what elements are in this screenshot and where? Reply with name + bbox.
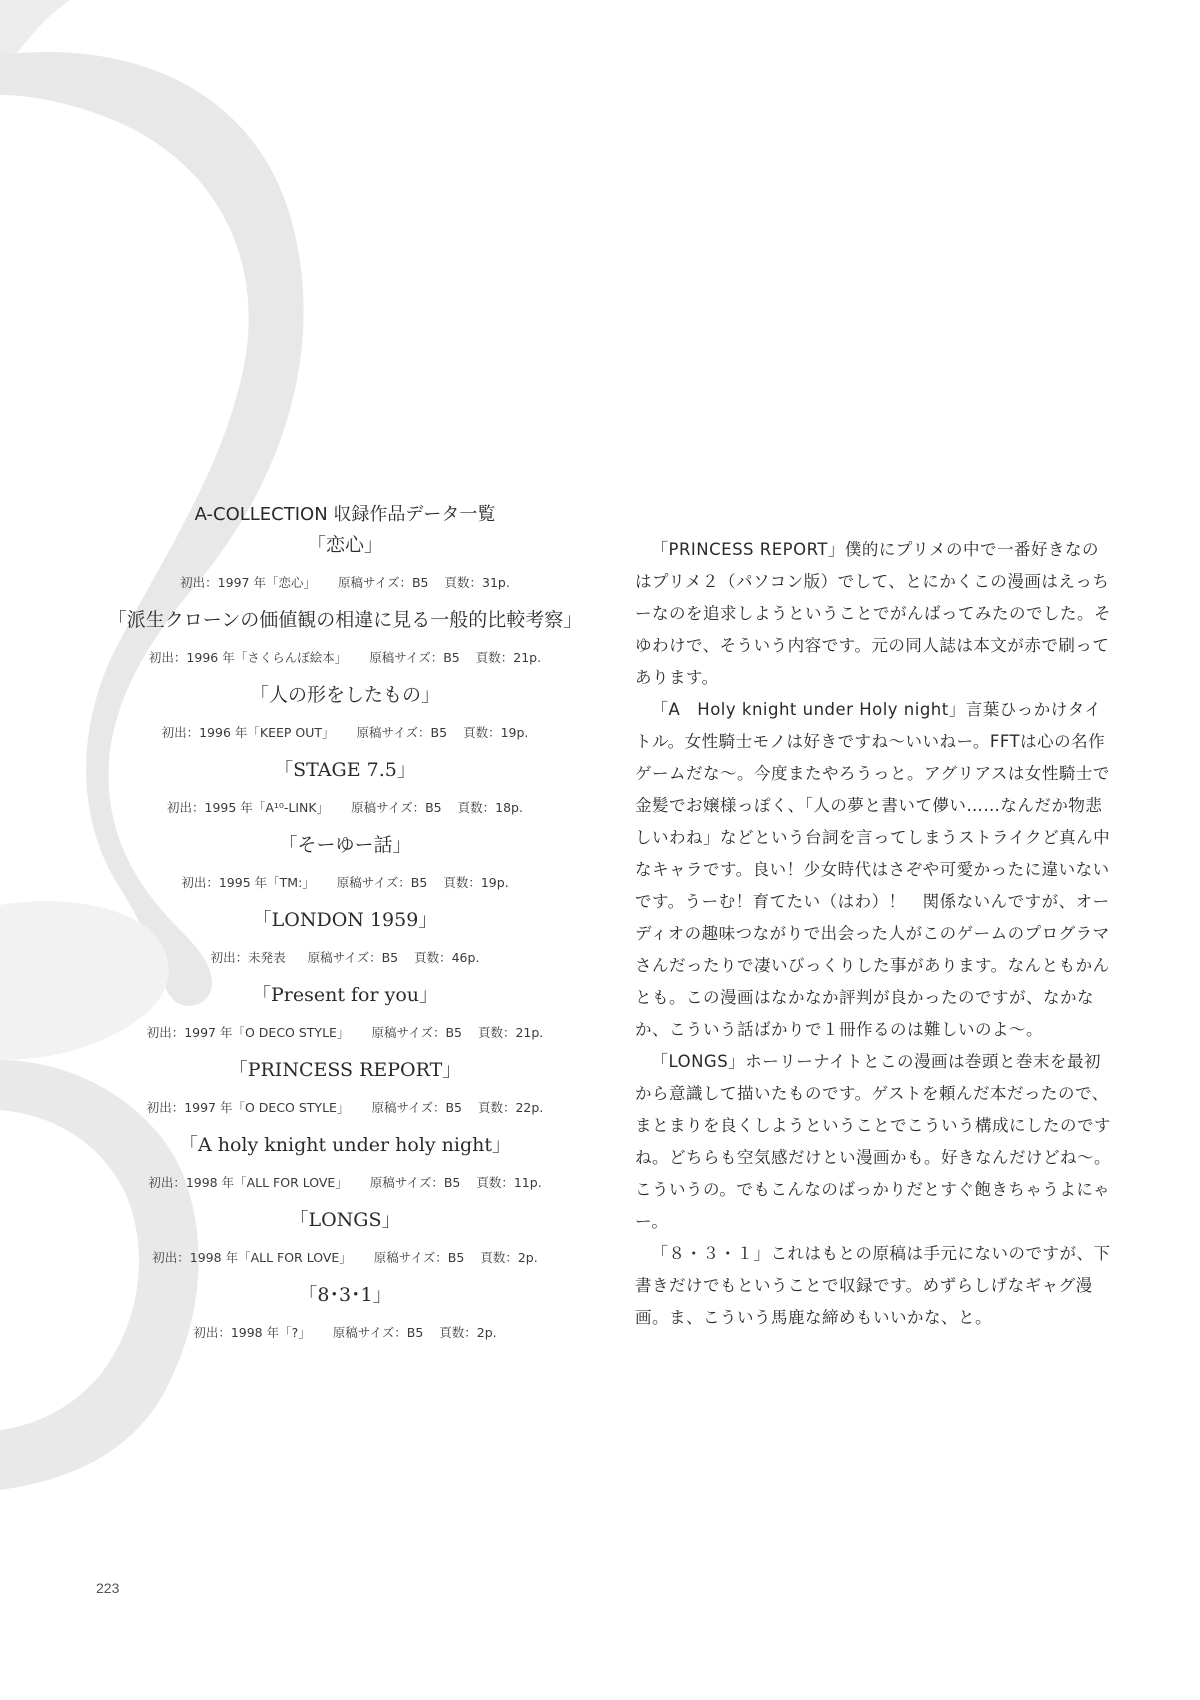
commentary-paragraph: 「A Holy knight under Holy night」言葉ひっかけタイトル。女性騎士モノは好きですね〜いいねー。FFTは心の名作ゲームだな〜。今度またやろうっと。アグリアスは女性騎士で金髪でお嬢様っぽく、「人の夢と書いて儚い……なんだか物悲しいわね」などという台詞を言ってしまうストライクど真ん中なキャラです。良い！少女時代はさぞや可愛かったに違いないです。うーむ！育てたい（はわ）！ 関係ないんですが、オーディオの趣味つながりで出会った人がこのゲームのプログラマさんだったりで凄いびっくりした事があります。なんともかんとも。この漫画はなかなか評判が良かったのですが、なかなか、こういう話ばかりで１冊作るのは難しいのよ〜。 bbox=[635, 700, 1111, 1039]
work-page-count: 頁数：18p. bbox=[457, 800, 523, 815]
commentary-paragraph: 「８・３・１」これはもとの原稿は手元にないのですが、下書きだけでもということで収録です。めずらしげなギャグ漫画。ま、こういう馬鹿な締めもいいかな、と。 bbox=[635, 1244, 1111, 1327]
work-title: 「派生クローンの価値観の相違に見る一般的比較考察」 bbox=[107, 609, 583, 631]
work-info bbox=[105, 1235, 585, 1280]
work-page-count: 頁数：11p. bbox=[476, 1175, 542, 1190]
work-info bbox=[105, 935, 585, 980]
work-manuscript-size: 原稿サイズ：B5 bbox=[351, 800, 442, 815]
work-title: 「8･3･1」 bbox=[298, 1284, 392, 1306]
commentary-paragraph: 「PRINCESS REPORT」僕的にプリメの中で一番好きなのはプリメ２（パソコン版）でして、とにかくこの漫画はえっちーなのを追求しようということでがんばってみたのでした。そゆわけで、そういう内容です。元の同人誌は本文が赤で刷ってあります。 bbox=[635, 540, 1111, 687]
work-title: 「PRINCESS REPORT」 bbox=[228, 1059, 462, 1081]
work-page-count: 頁数：46p. bbox=[414, 950, 480, 965]
work-info bbox=[105, 1010, 585, 1055]
work-page-count: 頁数：21p. bbox=[477, 1025, 544, 1040]
work-title: 「A holy knight under holy night」 bbox=[178, 1134, 512, 1156]
work-first-published: 初出：1998 年「?」 bbox=[193, 1325, 311, 1340]
work-title: 「人の形をしたもの」 bbox=[249, 684, 440, 706]
work-first-published: 初出：1996 年「KEEP OUT」 bbox=[161, 725, 335, 740]
work-first-published: 初出：1997 年「恋心」 bbox=[180, 575, 316, 590]
work-title: 「LONDON 1959」 bbox=[252, 909, 438, 931]
work-title: 「Present for you」 bbox=[251, 984, 439, 1006]
work-first-published: 初出：1998 年「ALL FOR LOVE」 bbox=[148, 1175, 348, 1190]
commentary-column bbox=[635, 534, 1115, 1334]
work-manuscript-size: 原稿サイズ：B5 bbox=[356, 725, 448, 740]
work-manuscript-size: 原稿サイズ：B5 bbox=[336, 875, 428, 890]
work-info bbox=[105, 1160, 585, 1205]
work-page-count: 頁数：19p. bbox=[463, 725, 529, 740]
work-first-published: 初出：1998 年「ALL FOR LOVE」 bbox=[152, 1250, 352, 1265]
work-manuscript-size: 原稿サイズ：B5 bbox=[369, 1175, 461, 1190]
work-manuscript-size: 原稿サイズ：B5 bbox=[307, 950, 399, 965]
collection-list bbox=[105, 500, 585, 1355]
work-page-count: 頁数：21p. bbox=[475, 650, 542, 665]
work-info bbox=[105, 1085, 585, 1130]
page-number: 223 bbox=[96, 1580, 120, 1596]
work-info bbox=[105, 1310, 585, 1355]
work-manuscript-size: 原稿サイズ：B5 bbox=[332, 1325, 424, 1340]
work-first-published: 初出：1996 年「さくらんぼ絵本」 bbox=[148, 650, 348, 665]
work-first-published: 初出：1995 年「A¹⁰-LINK」 bbox=[167, 800, 330, 815]
commentary-paragraph: 「LONGS」ホーリーナイトとこの漫画は巻頭と巻末を最初から意識して描いたものです。ゲストを頼んだ本だったので、まとまりを良くしようということでこういう構成にしたのですね。どちらも空気感だけとい漫画かも。好きなんだけどね〜。こういうの。でもこんなのばっかりだとすぐ飽きちゃうよにゃー。 bbox=[635, 1052, 1111, 1231]
work-page-count: 頁数：19p. bbox=[443, 875, 509, 890]
work-title: 「そーゆー話」 bbox=[278, 834, 412, 856]
work-info bbox=[105, 560, 585, 605]
work-first-published: 初出：未発表 bbox=[210, 950, 286, 965]
work-first-published: 初出：1997 年「O DECO STYLE」 bbox=[146, 1025, 350, 1040]
work-info bbox=[105, 860, 585, 905]
work-manuscript-size: 原稿サイズ：B5 bbox=[369, 650, 460, 665]
work-page-count: 頁数：2p. bbox=[480, 1250, 538, 1265]
work-page-count: 頁数：22p. bbox=[477, 1100, 544, 1115]
work-title: 「恋心」 bbox=[306, 534, 383, 556]
work-info bbox=[105, 785, 585, 830]
work-info bbox=[105, 710, 585, 755]
list-title: A-COLLECTION 収録作品データ一覧 bbox=[194, 504, 496, 525]
work-info bbox=[105, 635, 585, 680]
work-manuscript-size: 原稿サイズ：B5 bbox=[337, 575, 429, 590]
work-first-published: 初出：1997 年「O DECO STYLE」 bbox=[146, 1100, 350, 1115]
work-manuscript-size: 原稿サイズ：B5 bbox=[371, 1025, 462, 1040]
work-title: 「STAGE 7.5」 bbox=[274, 759, 416, 781]
work-first-published: 初出：1995 年「TM:」 bbox=[181, 875, 315, 890]
work-page-count: 頁数：31p. bbox=[444, 575, 510, 590]
work-page-count: 頁数：2p. bbox=[439, 1325, 497, 1340]
work-title: 「LONGS」 bbox=[289, 1209, 401, 1231]
work-manuscript-size: 原稿サイズ：B5 bbox=[371, 1100, 462, 1115]
work-manuscript-size: 原稿サイズ：B5 bbox=[373, 1250, 465, 1265]
